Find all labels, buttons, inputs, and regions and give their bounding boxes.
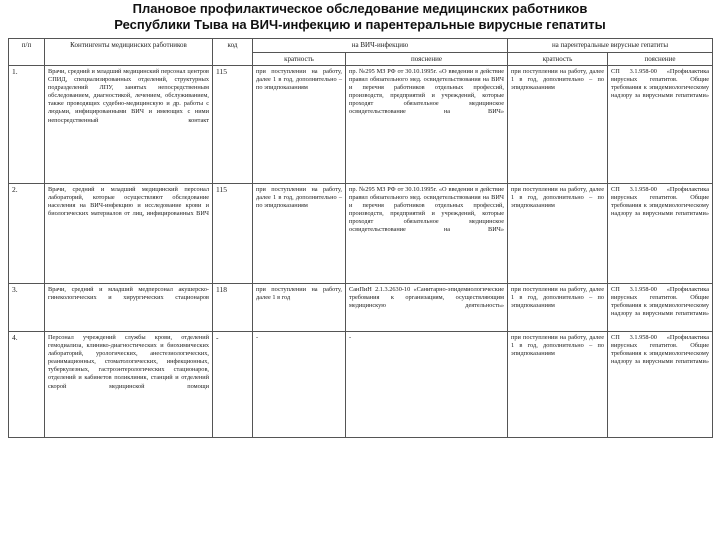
header-row: [9, 39, 713, 53]
header-num: п/п: [9, 39, 45, 66]
row-num: 4.: [9, 332, 45, 438]
header-hep-frequency: кратность: [508, 52, 608, 66]
header-hiv: на ВИЧ-инфекцию: [253, 39, 508, 53]
table-row: [9, 332, 713, 438]
header-hepatitis: на парентеральные вирусные гепатиты: [508, 39, 713, 53]
row-num: 1.: [9, 66, 45, 184]
row-contingent: Врачи, средний и младший медицинский персонал центров СПИД, специализированных отделений, структурных подразделений ЛПУ, занятых непосредственным обследованием, диагностикой, лечением, обслуживанием, также проводящих судебно-медицинскую и др. работы с людьми, инфицированными ВИЧ и имеющих с ними непосредственный контакт: [45, 66, 213, 184]
row-code: 115: [213, 66, 253, 184]
row-contingent: Врачи, средний и младший медперсонал акушерско-гинекологических и хирургических стационаров: [45, 284, 213, 332]
row-code: -: [213, 332, 253, 438]
row-hep-explanation: СП 3.1.958-00 «Профилактика вирусных гепатитов. Общие требования к эпидемиологическому надзору за вирусными гепатитами»: [608, 284, 713, 332]
title-line-2: Республики Тыва на ВИЧ-инфекцию и парентеральные вирусные гепатиты: [114, 17, 606, 32]
row-hiv-explanation: пр. №295 МЗ РФ от 30.10.1995г. «О введении в действие правил обязательного мед. освидетельствования на ВИЧ и перечня работников отдельных профессий, производств, предприятий и учреждений, которые проходят обязательное медицинское освидетельствование на ВИЧ»: [346, 66, 508, 184]
row-hep-frequency: при поступлении на работу, далее 1 в год, дополнительно – по эпидпоказаниям: [508, 332, 608, 438]
header-contingent: Контингенты медицинских работников: [45, 39, 213, 66]
row-num: 3.: [9, 284, 45, 332]
row-hiv-frequency: при поступлении на работу, далее 1 в год, дополнительно – по эпидпоказаниям: [253, 66, 346, 184]
header-hiv-frequency: кратность: [253, 52, 346, 66]
row-hiv-explanation: -: [346, 332, 508, 438]
row-hiv-explanation: пр. №295 МЗ РФ от 30.10.1995г. «О введении в действие правил обязательного мед. освидетельствования на ВИЧ и перечня работников отдельных профессий, производств, предприятий и учреждений, которые проходят обязательное медицинское освидетельствование на ВИЧ»: [346, 184, 508, 284]
header-hiv-explanation: пояснение: [346, 52, 508, 66]
row-code: 115: [213, 184, 253, 284]
table-row: [9, 66, 713, 184]
screening-table: [8, 38, 713, 438]
row-contingent: Врачи, средний и младший медицинский персонал лабораторий, которые осуществляют обследование населения на ВИЧ-инфекцию и исследование крови и биологических материалов от лиц, инфицированных ВИЧ: [45, 184, 213, 284]
row-hep-explanation: СП 3.1.958-00 «Профилактика вирусных гепатитов. Общие требования к эпидемиологическому надзору за вирусными гепатитами»: [608, 66, 713, 184]
table-row: [9, 284, 713, 332]
row-num: 2.: [9, 184, 45, 284]
document-title: [0, 0, 720, 33]
title-line-1: Плановое профилактическое обследование медицинских работников: [132, 1, 588, 16]
row-code: 118: [213, 284, 253, 332]
row-contingent: Персонал учреждений службы крови, отделений гемодиализа, клинико-диагностических и биохимических лабораторий, урологических, анестезиологических, реанимационных, стоматологических, инфекционных, туберкулезных, гастроэнтерологических стационаров, отделений и кабинетов поликлиник, станций и отделений скорой медицинской помощи: [45, 332, 213, 438]
row-hep-frequency: при поступлении на работу, далее 1 в год, дополнительно – по эпидпоказаниям: [508, 184, 608, 284]
row-hep-frequency: при поступлении на работу, далее 1 в год, дополнительно – по эпидпоказаниям: [508, 66, 608, 184]
row-hiv-frequency: -: [253, 332, 346, 438]
row-hep-explanation: СП 3.1.958-00 «Профилактика вирусных гепатитов. Общие требования к эпидемиологическому надзору за вирусными гепатитами»: [608, 184, 713, 284]
row-hep-explanation: СП 3.1.958-00 «Профилактика вирусных гепатитов. Общие требования к эпидемиологическому надзору за вирусными гепатитами»: [608, 332, 713, 438]
row-hiv-frequency: при поступлении на работу, далее 1 в год: [253, 284, 346, 332]
header-hep-explanation: пояснение: [608, 52, 713, 66]
row-hiv-frequency: при поступлении на работу, далее 1 в год, дополнительно – по эпидпоказаниям: [253, 184, 346, 284]
header-code: код: [213, 39, 253, 66]
row-hiv-explanation: СанПиН 2.1.3.2630-10 «Санитарно-эпидемиологические требования к организациям, осуществляющим медицинскую деятельность»: [346, 284, 508, 332]
table-row: [9, 184, 713, 284]
row-hep-frequency: при поступлении на работу, далее 1 в год, дополнительно – по эпидпоказаниям: [508, 284, 608, 332]
